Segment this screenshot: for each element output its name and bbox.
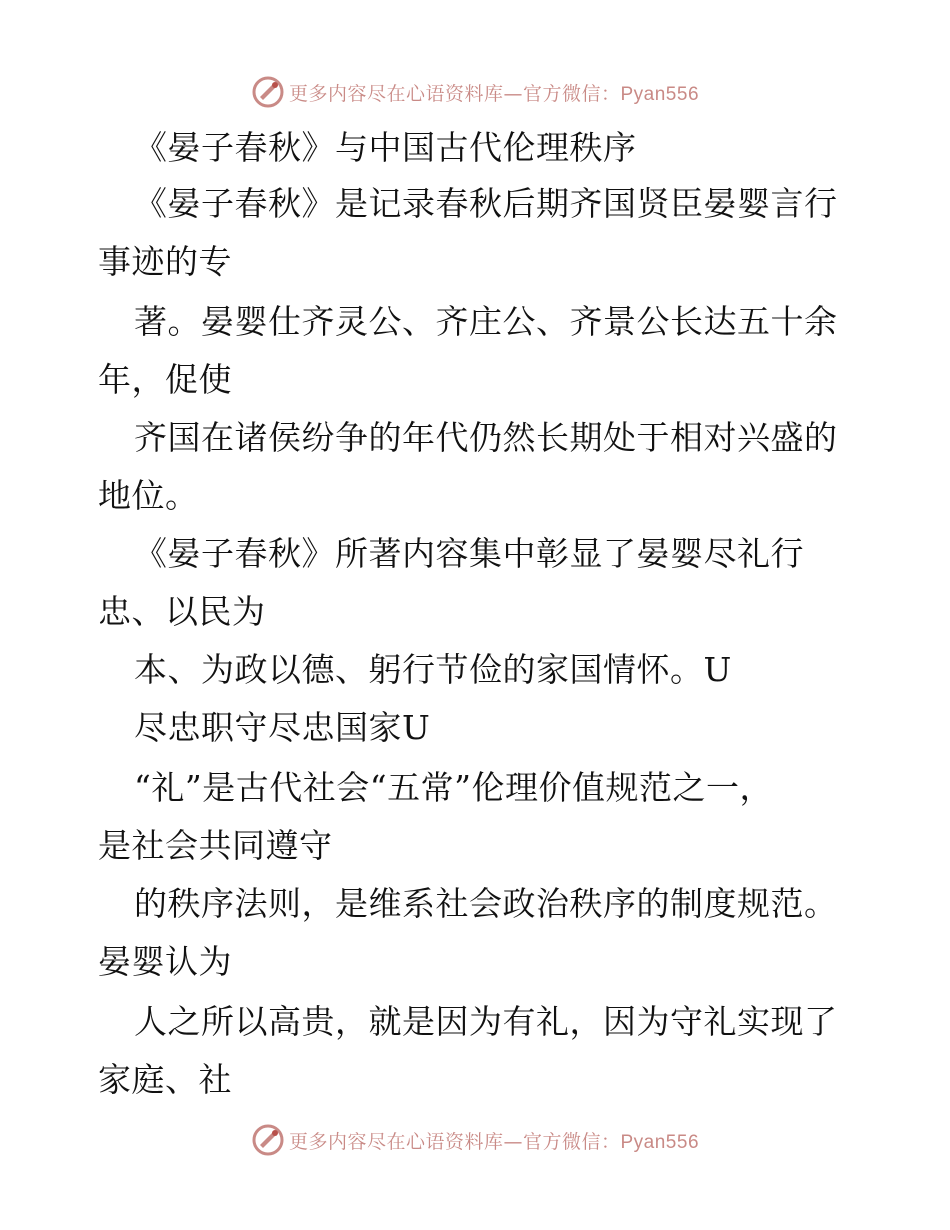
text-line: 事迹的专 — [98, 242, 232, 281]
logo-icon — [251, 1123, 285, 1157]
document-title: 《晏子春秋》与中国古代伦理秩序 — [134, 128, 637, 167]
text-line: 《晏子春秋》所著内容集中彰显了晏婴尽礼行 — [134, 534, 804, 573]
text-line: 年，促使 — [98, 360, 232, 399]
logo-icon — [251, 75, 285, 109]
header-banner-text: 更多内容尽在心语资料库—官方微信：Pyan556 — [288, 82, 700, 105]
footer-banner-text: 更多内容尽在心语资料库—官方微信：Pyan556 — [288, 1130, 700, 1153]
text-line: 齐国在诸侯纷争的年代仍然长期处于相对兴盛的 — [134, 418, 838, 457]
text-line: 本、为政以德、躬行节俭的家国情怀。U — [134, 650, 732, 689]
text-line: 尽忠职守尽忠国家U — [134, 708, 431, 747]
footer-banner — [0, 1118, 950, 1162]
text-line: 是社会共同遵守 — [98, 826, 333, 865]
text-line: 著。晏婴仕齐灵公、齐庄公、齐景公长达五十余 — [134, 302, 838, 341]
text-line: 人之所以高贵，就是因为有礼，因为守礼实现了 — [134, 1002, 838, 1041]
text-line: 的秩序法则，是维系社会政治秩序的制度规范。 — [134, 884, 838, 923]
text-line: 忠、以民为 — [98, 592, 266, 631]
header-banner — [0, 70, 950, 114]
text-line: 地位。 — [98, 476, 199, 515]
text-line: 《晏子春秋》是记录春秋后期齐国贤臣晏婴言行 — [134, 184, 838, 223]
text-line: 家庭、社 — [98, 1060, 232, 1099]
text-line: 晏婴认为 — [98, 942, 232, 981]
text-line: “礼”是古代社会“五常”伦理价值规范之一， — [134, 768, 773, 807]
